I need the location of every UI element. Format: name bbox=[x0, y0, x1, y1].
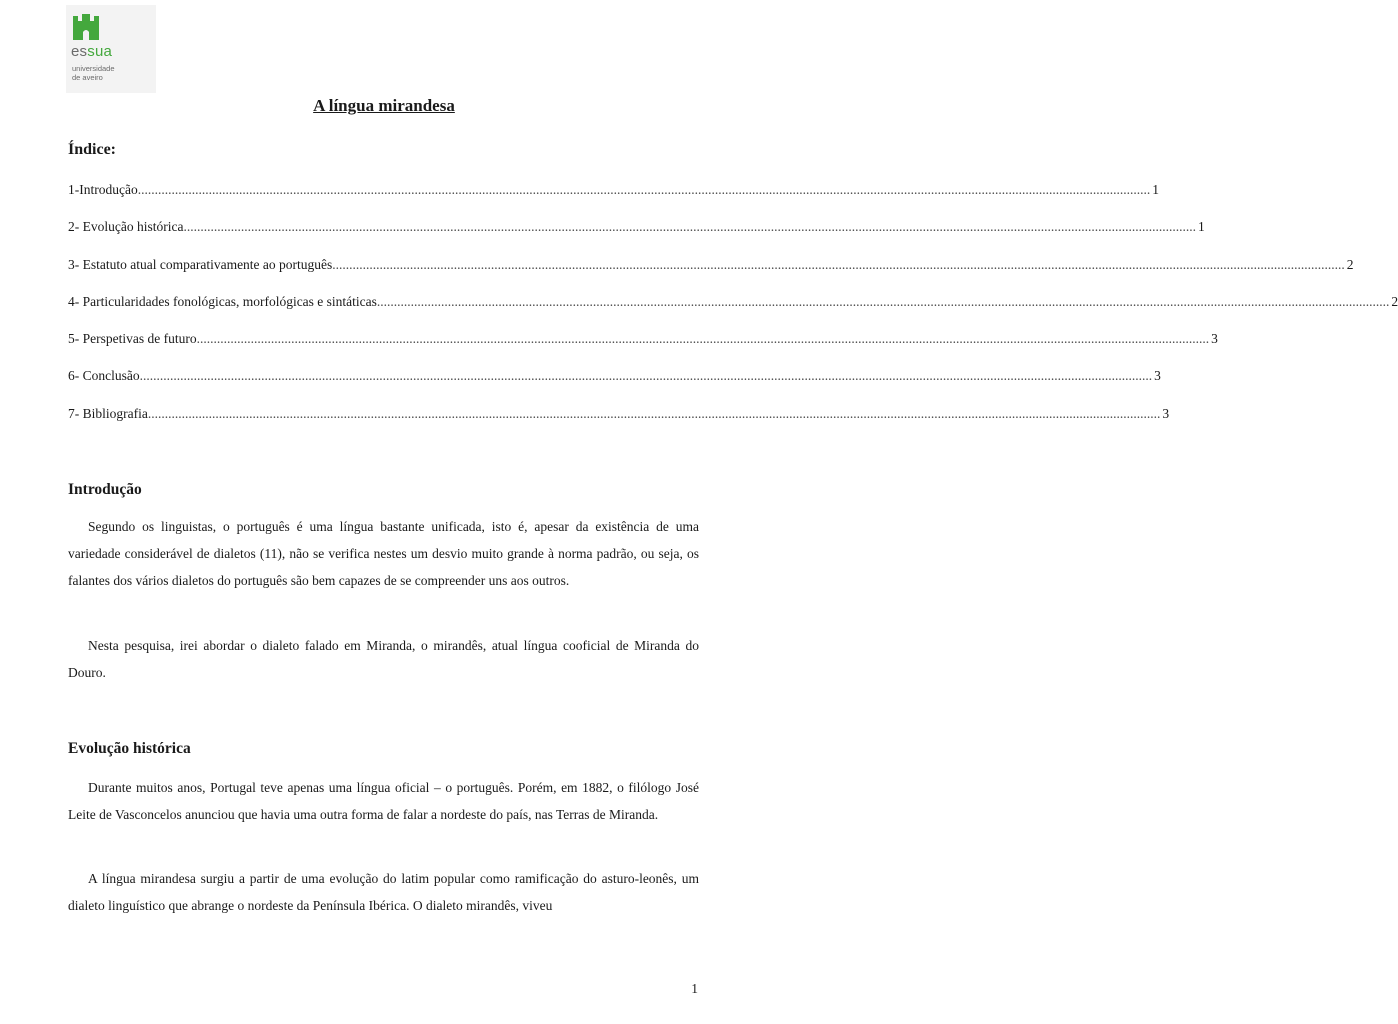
document-title: A língua mirandesa bbox=[313, 96, 455, 115]
introduction-paragraph: Segundo os linguistas, o português é uma língua bastante unificada, isto é, apesar da existência de uma variedade considerável de dialetos (11), não se verifica nestes um desvio muito grande à norma padrão, ou seja, os falantes dos vários dialetos do português são bem capazes de se compreender uns aos outros. bbox=[68, 519, 699, 588]
page-number: 1 bbox=[691, 981, 698, 996]
toc-entry: 7- Bibliografia ............................................................................................................................................................................................................................................................................................................ 3 bbox=[68, 405, 1170, 421]
history-paragraph: A língua mirandesa surgiu a partir de uma evolução do latim popular como ramificação do asturo-leonês, um dialeto linguístico que abrange o nordeste da Península Ibérica. O dialeto mirandês, viveu bbox=[68, 871, 699, 913]
toc-entry: 6- Conclusão ............................................................................................................................................................................................................................................................................................................ 3 bbox=[68, 368, 1161, 384]
table-of-contents bbox=[68, 181, 1398, 442]
university-logo bbox=[66, 5, 156, 93]
introduction-paragraph: Nesta pesquisa, irei abordar o dialeto falado em Miranda, o mirandês, atual língua cooficial de Miranda do Douro. bbox=[68, 638, 699, 680]
index-heading: Índice: bbox=[68, 141, 116, 158]
history-heading: Evolução histórica bbox=[68, 740, 191, 757]
toc-entry: 1-Introdução ............................................................................................................................................................................................................................................................................................................ 1 bbox=[68, 182, 1159, 197]
logo-subtitle: universidade de aveiro bbox=[72, 64, 115, 82]
toc-entry: 4- Particularidades fonológicas, morfológicas e sintáticas ............................................................................................................................................................................................................................................................................................................ 2 bbox=[68, 293, 1398, 309]
castle-logo-icon bbox=[71, 12, 101, 42]
history-paragraph: Durante muitos anos, Portugal teve apenas uma língua oficial – o português. Porém, em 1882, o filólogo José Leite de Vasconcelos anunciou que havia uma outra forma de falar a nordeste do país, nas Terras de Miranda. bbox=[68, 780, 699, 822]
toc-entry: 3- Estatuto atual comparativamente ao português ............................................................................................................................................................................................................................................................................................................ 2 bbox=[68, 256, 1354, 272]
logo-wordmark: essua bbox=[71, 43, 113, 60]
introduction-heading: Introdução bbox=[68, 481, 142, 498]
toc-entry: 2- Evolução histórica ............................................................................................................................................................................................................................................................................................................ 1 bbox=[68, 219, 1205, 235]
toc-entry: 5- Perspetivas de futuro ............................................................................................................................................................................................................................................................................................................ 3 bbox=[68, 331, 1218, 347]
